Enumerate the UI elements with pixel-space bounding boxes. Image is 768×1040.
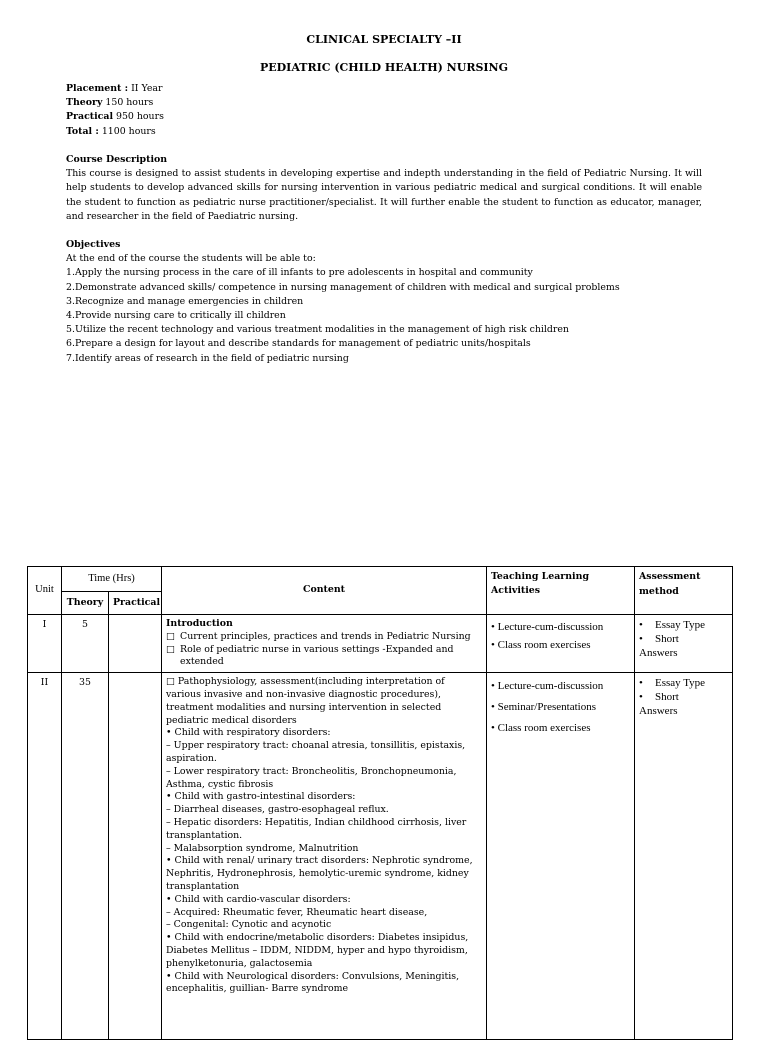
- content-line: – Upper respiratory tract: choanal atresia, tonsillitis, epistaxis, aspiration.: [166, 740, 466, 764]
- course-description: [66, 153, 702, 224]
- assessment-item: [639, 646, 728, 660]
- activity-item: • Class room exercises: [491, 639, 591, 651]
- theory-value: 150 hours: [102, 97, 154, 109]
- unit-cell: I: [28, 615, 62, 673]
- content-item: [166, 644, 482, 670]
- objective-item: 4.Provide nursing care to critically ill children: [66, 310, 286, 322]
- header-teaching-activities: Teaching Learning Activities: [487, 567, 635, 615]
- assessment-text: Answers: [639, 647, 678, 659]
- placement-line: [66, 82, 164, 96]
- assessment-item: [639, 632, 728, 646]
- content-item-text: Role of pediatric nurse in various settings -Expanded and extended: [180, 643, 454, 668]
- syllabus-table: [27, 566, 733, 1040]
- activity-item: • Lecture-cum-discussion: [491, 680, 604, 693]
- objective-item: 7.Identify areas of research in the field of pediatric nursing: [66, 352, 349, 364]
- bullet-icon: •: [639, 633, 643, 645]
- total-label: Total :: [66, 125, 99, 137]
- assessment-text: Short: [655, 633, 679, 645]
- objective-item: 1.Apply the nursing process in the care of ill infants to pre adolescents in hospital and community: [66, 267, 533, 279]
- theory-label: Theory: [66, 97, 103, 109]
- content-cell: [162, 673, 487, 1040]
- assessment-cell: [635, 673, 733, 1040]
- content-line: – Lower respiratory tract: Broncheolitis, Bronchopneumonia, Asthma, cystic fibrosis: [166, 765, 457, 790]
- bullet-icon: •: [639, 677, 643, 690]
- objectives-section: [66, 238, 702, 366]
- teaching-activities-cell: [487, 615, 635, 673]
- total-line: [66, 125, 164, 139]
- content-line: • Child with Neurological disorders: Convulsions, Meningitis, encephalitis, guillian- Barre syndrome: [166, 970, 460, 995]
- activity-item: • Class room exercises: [491, 722, 591, 735]
- assessment-text: Essay Type: [655, 619, 706, 631]
- practical-hours-cell: [109, 615, 162, 673]
- assessment-cell: [635, 615, 733, 673]
- placement-label: Placement :: [66, 83, 129, 94]
- total-value: 1100 hours: [98, 125, 156, 137]
- header-theory: Theory: [62, 592, 109, 615]
- header-unit: Unit: [28, 567, 62, 615]
- content-line: • Child with gastro-intestinal disorders:: [166, 791, 356, 803]
- practical-hours-cell: [109, 673, 162, 1040]
- header-time: Time (Hrs): [62, 567, 162, 592]
- assessment-item: [639, 676, 728, 690]
- description-heading: Course Description: [66, 154, 168, 165]
- bullet-icon: •: [639, 619, 643, 631]
- objective-item: 3.Recognize and manage emergencies in children: [66, 295, 304, 307]
- content-line: □ Pathophysiology, assessment(including interpretation of various invasive and non-invasive diagnostic procedures), treatment modalities and nursing intervention in selected pediatric medical disorders: [166, 676, 445, 726]
- content-item: [166, 631, 482, 644]
- assessment-text: Answers: [639, 705, 678, 718]
- unit-cell: II: [28, 673, 62, 1040]
- objective-item: 5.Utilize the recent technology and various treatment modalities in the management of high risk children: [66, 324, 569, 336]
- objective-item: 6.Prepare a design for layout and describe standards for management of pediatric units/hospitals: [66, 338, 531, 350]
- content-line: • Child with respiratory disorders:: [166, 727, 331, 739]
- table-header-row: [28, 567, 733, 592]
- objectives-heading: Objectives: [66, 239, 121, 250]
- description-body: This course is designed to assist students in developing expertise and indepth understanding in the field of Pediatric Nursing. It will help students to develop advanced skills for nursing intervention in various pediatric medical and surgical conditions. It will enable the student to function as pediatric nurse practitioner/specialist. It will further enable the student to function as educator, manager, and researcher in the field of Paediatric nursing.: [66, 168, 702, 222]
- content-cell: [162, 615, 487, 673]
- bullet-icon: •: [639, 691, 643, 704]
- content-line: – Congenital: Cynotic and acynotic: [166, 919, 332, 931]
- practical-line: [66, 110, 164, 124]
- checkbox-bullet-icon: □: [166, 630, 175, 642]
- theory-line: [66, 96, 164, 110]
- header-content: Content: [162, 567, 487, 615]
- content-line: – Acquired: Rheumatic fever, Rheumatic heart disease,: [166, 906, 428, 918]
- practical-label: Practical: [66, 111, 114, 123]
- placement-value: II Year: [128, 83, 163, 94]
- activity-item: • Lecture-cum-discussion: [491, 621, 604, 633]
- content-line: • Child with renal/ urinary tract disorders: Nephrotic syndrome, Nephritis, Hydronephrosis, hemolytic-uremic syndrome, kidney transplantation: [166, 855, 473, 892]
- header-practical: Practical: [109, 592, 162, 615]
- header-assessment: Assessment method: [635, 567, 733, 615]
- hours-summary: [66, 82, 164, 139]
- course-title: CLINICAL SPECIALTY –II: [306, 33, 462, 46]
- specialty-title: PEDIATRIC (CHILD HEALTH) NURSING: [259, 61, 509, 74]
- practical-value: 950 hours: [113, 111, 164, 123]
- objective-item: 2.Demonstrate advanced skills/ competence in nursing management of children with medical and surgical problems: [66, 281, 620, 293]
- assessment-item: [639, 704, 728, 718]
- assessment-item: [639, 618, 728, 632]
- objectives-intro: At the end of the course the students will be able to:: [66, 253, 316, 265]
- assessment-text: Essay Type: [655, 677, 706, 690]
- content-line: – Diarrheal diseases, gastro-esophageal reflux.: [166, 804, 389, 816]
- table-row: [28, 615, 733, 673]
- theory-hours-cell: 5: [62, 615, 109, 673]
- checkbox-bullet-icon: □: [166, 643, 175, 655]
- assessment-item: [639, 690, 728, 704]
- content-item-text: Current principles, practices and trends in Pediatric Nursing: [180, 630, 471, 642]
- content-heading: Introduction: [166, 618, 233, 629]
- activity-item: • Seminar/Presentations: [491, 701, 596, 714]
- content-line: • Child with cardio-vascular disorders:: [166, 893, 351, 905]
- content-line: – Malabsorption syndrome, Malnutrition: [166, 842, 359, 854]
- table-row: [28, 673, 733, 1040]
- content-line: – Hepatic disorders: Hepatitis, Indian childhood cirrhosis, liver transplantation.: [166, 816, 467, 841]
- content-line: • Child with endocrine/metabolic disorders: Diabetes insipidus, Diabetes Mellitus – IDDM, NIDDM, hyper and hypo thyroidism, phenylketonuria, galactosemia: [166, 932, 469, 969]
- assessment-text: Short: [655, 691, 679, 704]
- teaching-activities-cell: [487, 673, 635, 1040]
- theory-hours-cell: 35: [62, 673, 109, 1040]
